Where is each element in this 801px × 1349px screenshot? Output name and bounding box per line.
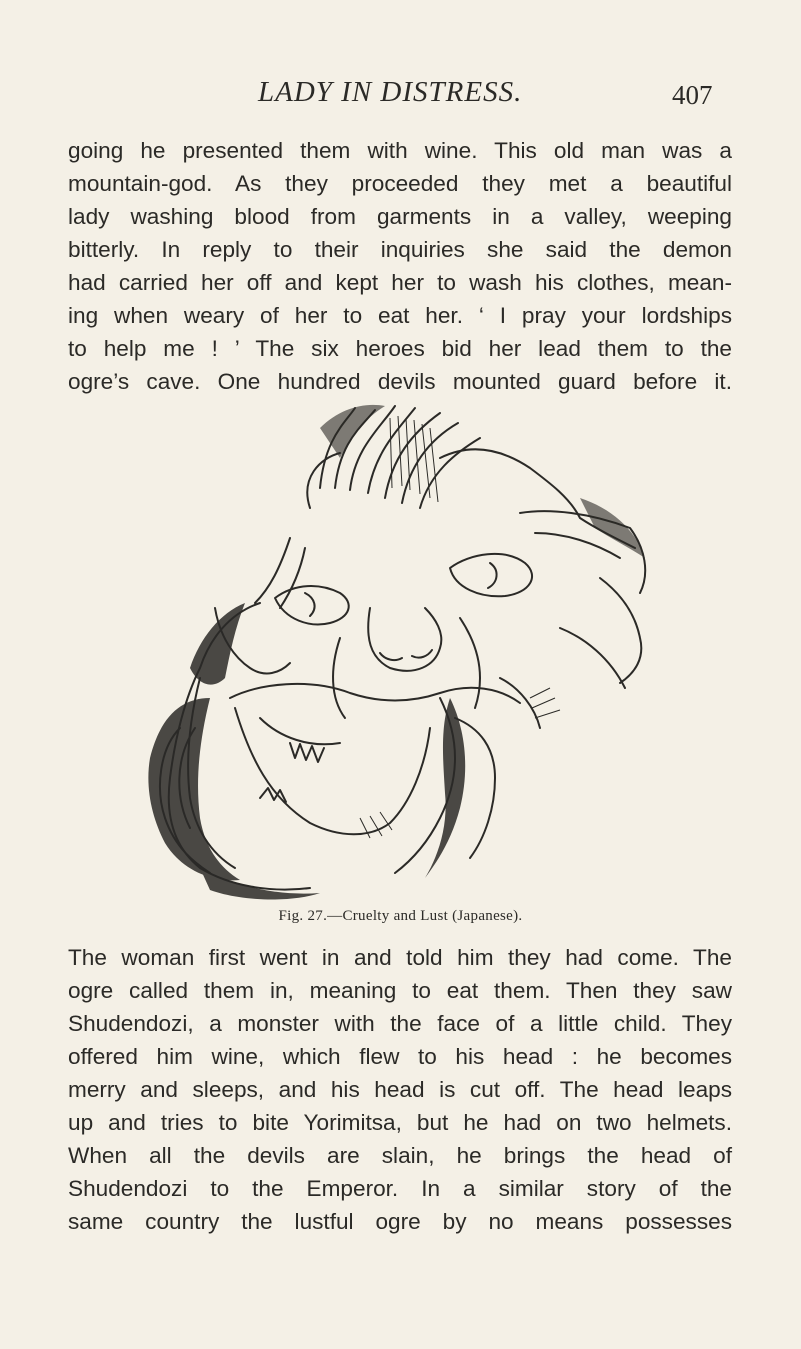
text-line: bitterly. In reply to their inquiries she said the demon xyxy=(68,237,732,262)
text-line: The woman first went in and told him they had come. The xyxy=(68,945,732,970)
text-line: ogre called them in, meaning to eat them. Then they saw xyxy=(68,978,732,1003)
running-title: LADY IN DISTRESS. xyxy=(258,76,523,108)
demon-head-drawing xyxy=(140,398,670,903)
page-number: 407 xyxy=(672,80,713,110)
text-line: to help me ! ’ The six heroes bid her lead them to the xyxy=(68,336,732,361)
text-line: up and tries to bite Yorimitsa, but he had on two helmets. xyxy=(68,1110,732,1135)
text-line: lady washing blood from garments in a valley, weeping xyxy=(68,204,732,229)
running-head xyxy=(0,74,801,114)
text-line: Shudendozi, a monster with the face of a little child. They xyxy=(68,1011,732,1036)
text-line: Shudendozi to the Emperor. In a similar story of the xyxy=(68,1176,732,1201)
text-line: When all the devils are slain, he brings the head of xyxy=(68,1143,732,1168)
text-line: ogre’s cave. One hundred devils mounted guard before it. xyxy=(68,369,732,394)
text-line: had carried her off and kept her to wash his clothes, mean- xyxy=(68,270,732,295)
illustration-demon-head xyxy=(140,398,670,903)
text-line: ing when weary of her to eat her. ‘ I pray your lordships xyxy=(68,303,732,328)
paragraph-1 xyxy=(68,134,732,398)
text-line: merry and sleeps, and his head is cut off. The head leaps xyxy=(68,1077,732,1102)
text-line: going he presented them with wine. This old man was a xyxy=(68,138,732,163)
paragraph-2 xyxy=(68,941,732,1238)
text-line: mountain-god. As they proceeded they met a beautiful xyxy=(68,171,732,196)
figure-caption: Fig. 27.—Cruelty and Lust (Japanese). xyxy=(278,908,523,924)
text-line: offered him wine, which flew to his head : he becomes xyxy=(68,1044,732,1069)
text-line: same country the lustful ogre by no means possesses xyxy=(68,1209,732,1234)
